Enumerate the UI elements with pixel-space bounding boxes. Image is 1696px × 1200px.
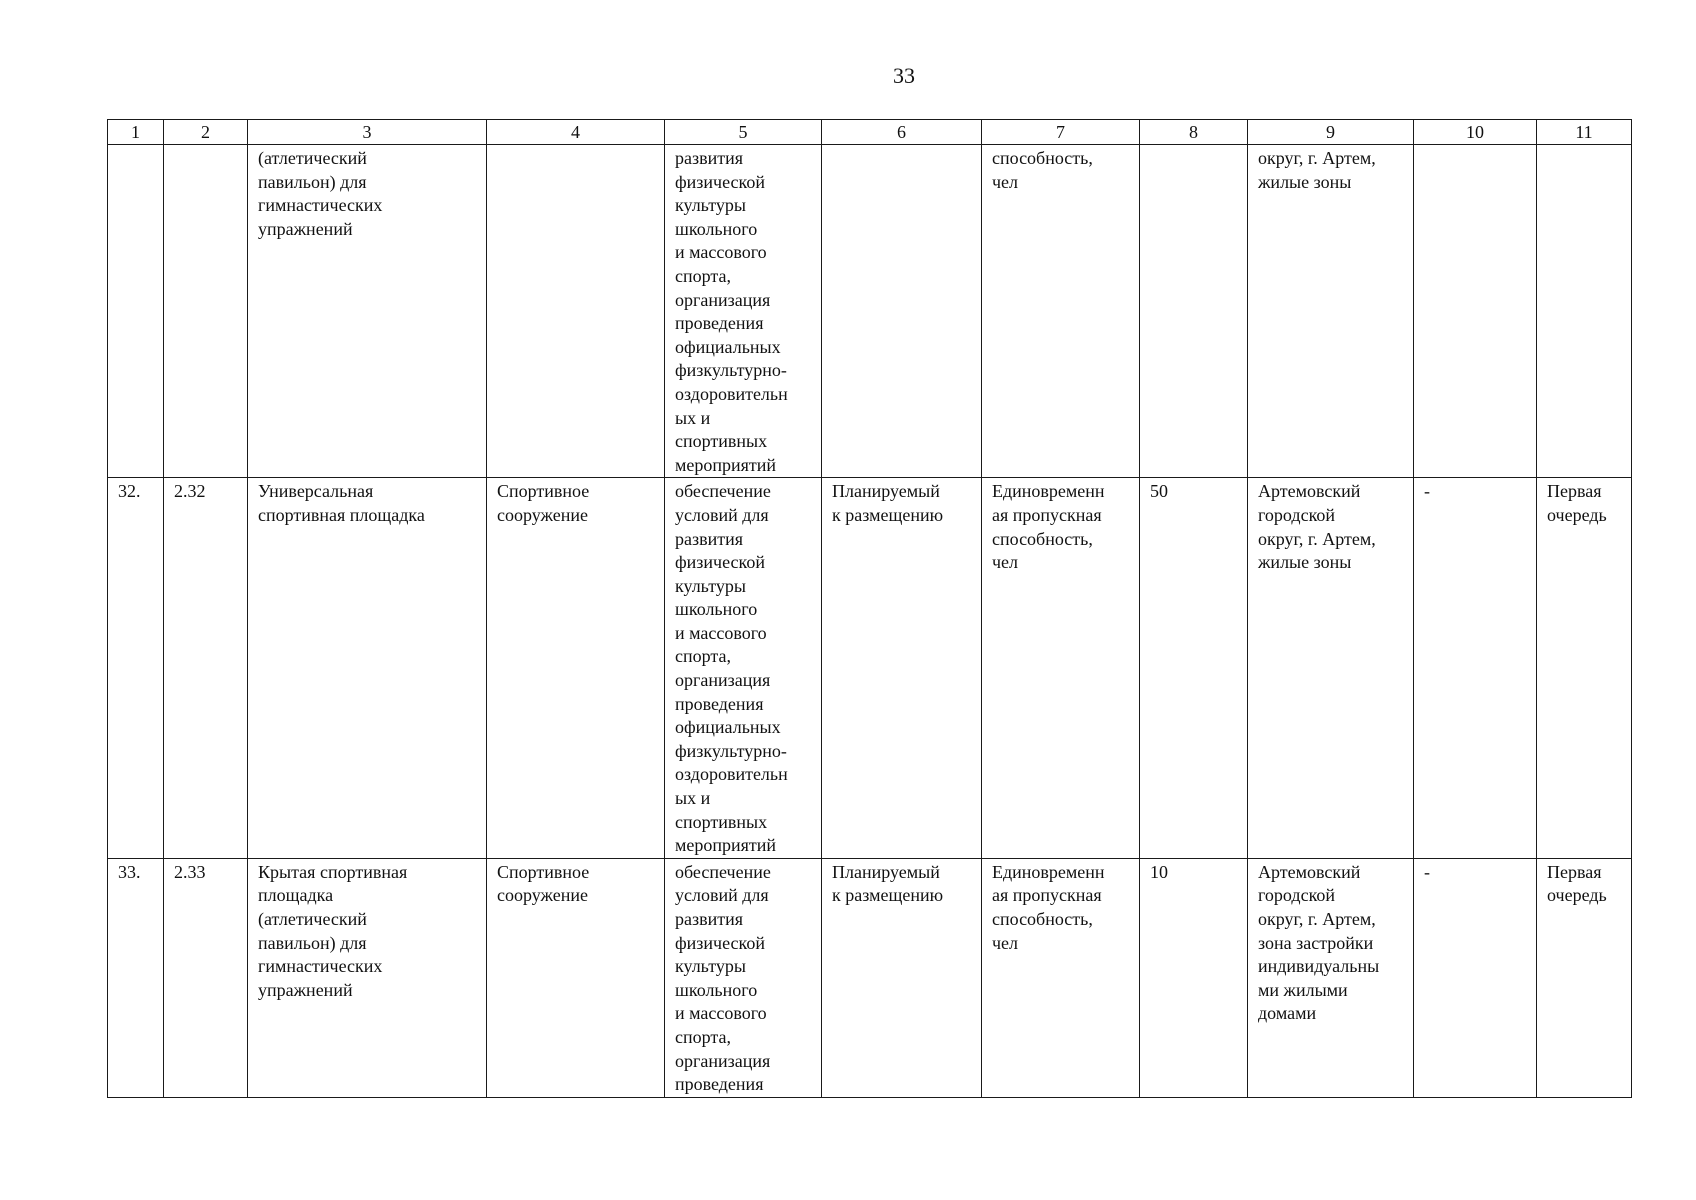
cell-code: 2.33 [164,858,248,1097]
cell-object-name: (атлетический павильон) для гимнастических упражнений [248,145,487,478]
table-row-33 [108,858,1632,1097]
cell-stage: Первая очередь [1537,478,1632,859]
cell-purpose: развития физической культуры школьного и массового спорта, организация проведения официальных физкультурно- оздоровительн ых и спортивных мероприятий [665,145,822,478]
cell-stage: Первая очередь [1537,858,1632,1097]
cell-status [822,145,982,478]
cell-object-type [487,145,665,478]
planned-objects-table [107,119,1632,1098]
column-header-4: 4 [487,120,665,145]
cell-characteristic: Единовременн ая пропускная способность, чел [982,858,1140,1097]
cell-value: 50 [1140,478,1248,859]
cell-zone: - [1414,478,1537,859]
cell-object-type: Спортивное сооружение [487,858,665,1097]
cell-location: Артемовский городской округ, г. Артем, зона застройки индивидуальны ми жилыми домами [1248,858,1414,1097]
column-header-2: 2 [164,120,248,145]
cell-zone [1414,145,1537,478]
cell-number: 32. [108,478,164,859]
cell-location: Артемовский городской округ, г. Артем, жилые зоны [1248,478,1414,859]
cell-object-type: Спортивное сооружение [487,478,665,859]
cell-object-name: Универсальная спортивная площадка [248,478,487,859]
table-row-continuation [108,145,1632,478]
cell-status: Планируемый к размещению [822,478,982,859]
table-row-32 [108,478,1632,859]
cell-characteristic: способность, чел [982,145,1140,478]
column-header-3: 3 [248,120,487,145]
column-header-8: 8 [1140,120,1248,145]
cell-zone: - [1414,858,1537,1097]
cell-location: округ, г. Артем, жилые зоны [1248,145,1414,478]
cell-purpose: обеспечение условий для развития физической культуры школьного и массового спорта, организация проведения официальных физкультурно- оздоровительн ых и спортивных мероприятий [665,478,822,859]
column-header-9: 9 [1248,120,1414,145]
cell-code: 2.32 [164,478,248,859]
table-header-row [108,120,1632,145]
cell-value: 10 [1140,858,1248,1097]
column-header-10: 10 [1414,120,1537,145]
column-header-6: 6 [822,120,982,145]
cell-number [108,145,164,478]
page-number: 33 [893,63,915,88]
column-header-11: 11 [1537,120,1632,145]
cell-stage [1537,145,1632,478]
column-header-5: 5 [665,120,822,145]
cell-number: 33. [108,858,164,1097]
column-header-1: 1 [108,120,164,145]
cell-value [1140,145,1248,478]
cell-status: Планируемый к размещению [822,858,982,1097]
cell-purpose: обеспечение условий для развития физической культуры школьного и массового спорта, организация проведения [665,858,822,1097]
cell-code [164,145,248,478]
column-header-7: 7 [982,120,1140,145]
cell-object-name: Крытая спортивная площадка (атлетический павильон) для гимнастических упражнений [248,858,487,1097]
cell-characteristic: Единовременн ая пропускная способность, чел [982,478,1140,859]
